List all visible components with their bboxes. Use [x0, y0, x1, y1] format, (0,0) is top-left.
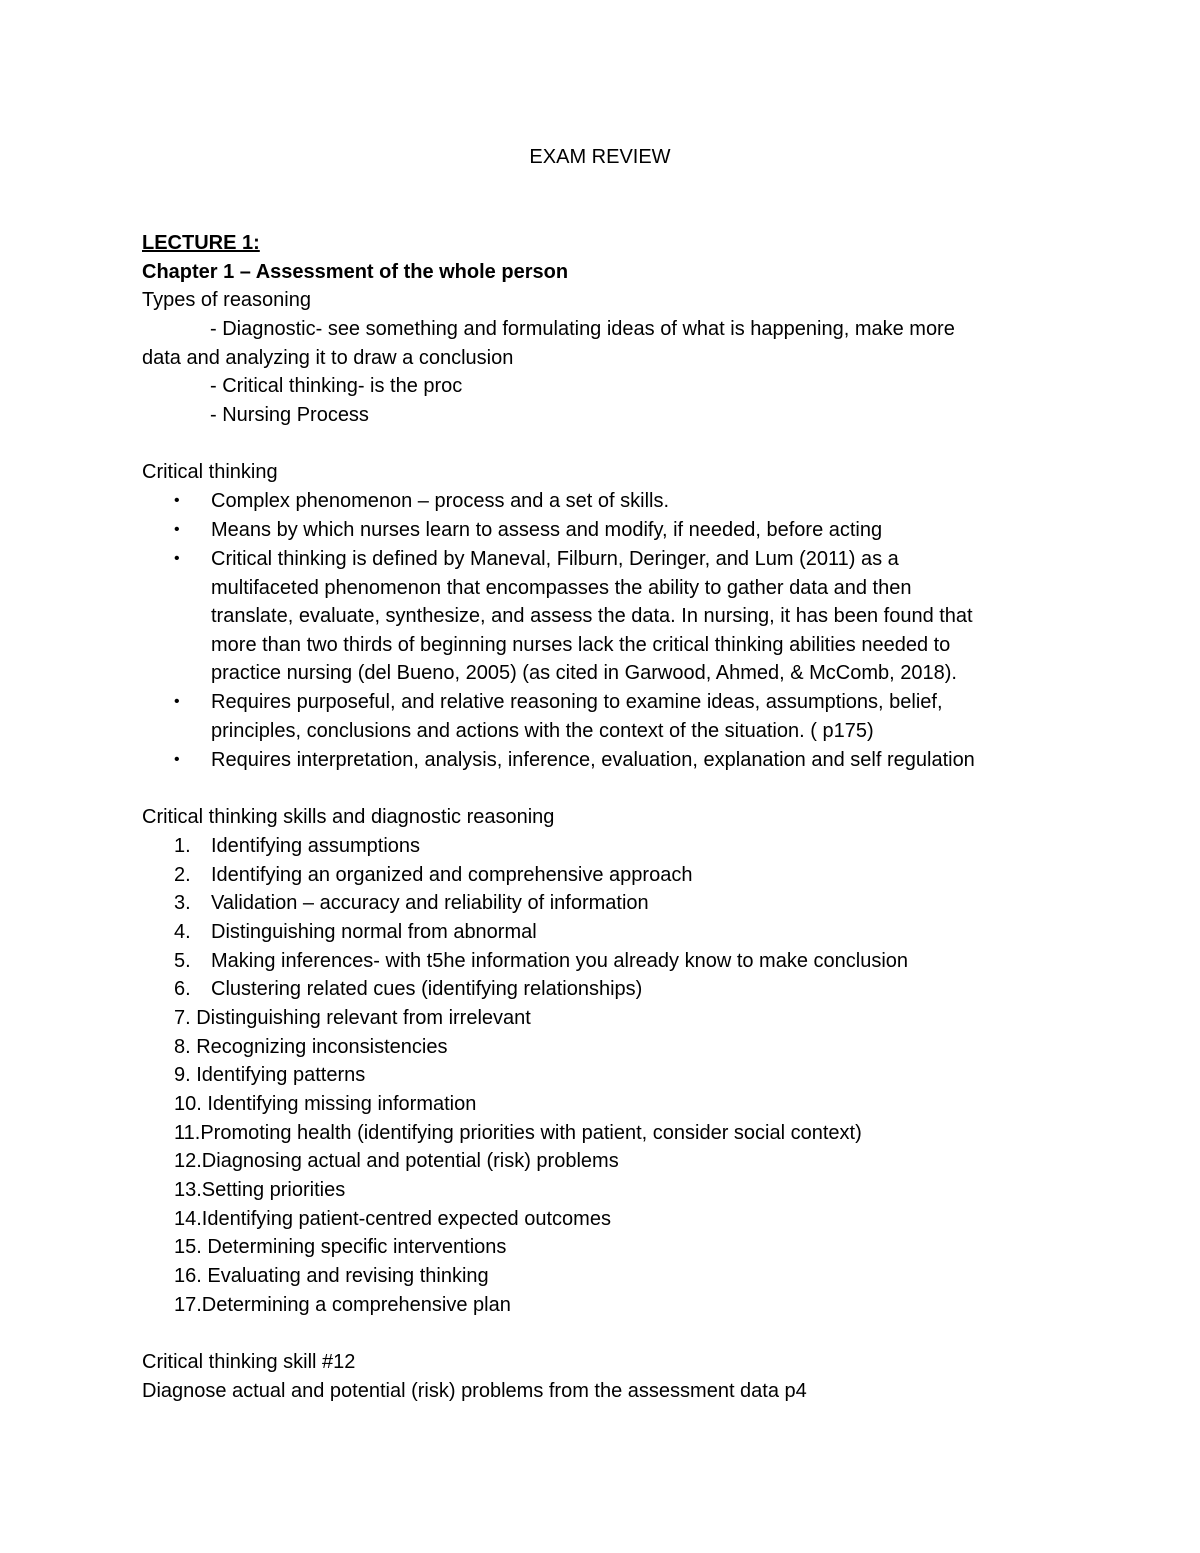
list-number: 1.	[174, 835, 191, 857]
bullet-marker: •	[174, 751, 180, 768]
skill12-text: Diagnose actual and potential (risk) problems from the assessment data p4	[142, 1380, 807, 1402]
bullet-marker: •	[174, 521, 180, 538]
types-item-diagnostic: - Diagnostic- see something and formulating ideas of what is happening, make more	[210, 318, 955, 340]
types-item-nursing: - Nursing Process	[210, 404, 369, 426]
bullet-item: Requires interpretation, analysis, inference, evaluation, explanation and self regulation	[211, 749, 975, 771]
bullet-marker: •	[174, 550, 180, 567]
types-item-critical: - Critical thinking- is the proc	[210, 375, 463, 397]
list-item: 17.Determining a comprehensive plan	[174, 1294, 511, 1316]
bullet-item-cont: principles, conclusions and actions with the context of the situation. ( p175)	[211, 720, 874, 742]
page-title: EXAM REVIEW	[529, 146, 671, 168]
skill12-heading: Critical thinking skill #12	[142, 1351, 356, 1373]
list-item: 13.Setting priorities	[174, 1179, 346, 1201]
list-item: Validation – accuracy and reliability of information	[211, 892, 649, 914]
list-item: Distinguishing normal from abnormal	[211, 921, 537, 943]
critical-heading: Critical thinking	[142, 461, 278, 483]
list-item: Identifying assumptions	[211, 835, 421, 857]
list-item: 12.Diagnosing actual and potential (risk) problems	[174, 1150, 619, 1172]
list-item: 10. Identifying missing information	[174, 1093, 477, 1115]
list-number: 2.	[174, 864, 191, 886]
bullet-item: Requires purposeful, and relative reasoning to examine ideas, assumptions, belief,	[211, 691, 943, 713]
bullet-item-cont: multifaceted phenomenon that encompasses the ability to gather data and then	[211, 577, 912, 599]
list-item: 15. Determining specific interventions	[174, 1236, 507, 1258]
list-item: Identifying an organized and comprehensive approach	[211, 864, 693, 886]
chapter-heading: Chapter 1 – Assessment of the whole person	[142, 261, 569, 283]
list-item: 11.Promoting health (identifying priorities with patient, consider social context)	[174, 1122, 862, 1144]
lecture-heading: LECTURE 1:	[142, 232, 260, 254]
list-item: 16. Evaluating and revising thinking	[174, 1265, 489, 1287]
bullet-item: Means by which nurses learn to assess and modify, if needed, before acting	[211, 519, 883, 541]
list-item: Clustering related cues (identifying relationships)	[211, 978, 643, 1000]
list-number: 5.	[174, 950, 191, 972]
list-item: 8. Recognizing inconsistencies	[174, 1036, 448, 1058]
list-item: 7. Distinguishing relevant from irrelevant	[174, 1007, 531, 1029]
list-number: 4.	[174, 921, 191, 943]
bullet-item-cont: more than two thirds of beginning nurses lack the critical thinking abilities needed to	[211, 634, 951, 656]
list-item: 9. Identifying patterns	[174, 1064, 366, 1086]
list-number: 3.	[174, 892, 191, 914]
bullet-marker: •	[174, 492, 180, 509]
list-item: 14.Identifying patient-centred expected outcomes	[174, 1208, 611, 1230]
skills-heading: Critical thinking skills and diagnostic reasoning	[142, 806, 555, 828]
types-heading: Types of reasoning	[142, 289, 311, 311]
list-item: Making inferences- with t5he information you already know to make conclusion	[211, 950, 909, 972]
types-item-diagnostic-cont: data and analyzing it to draw a conclusion	[142, 347, 514, 369]
bullet-item: Complex phenomenon – process and a set of skills.	[211, 490, 670, 512]
bullet-item: Critical thinking is defined by Maneval, Filburn, Deringer, and Lum (2011) as a	[211, 548, 899, 570]
bullet-item-cont: practice nursing (del Bueno, 2005) (as cited in Garwood, Ahmed, & McComb, 2018).	[211, 662, 957, 684]
list-number: 6.	[174, 978, 191, 1000]
bullet-marker: •	[174, 693, 180, 710]
bullet-item-cont: translate, evaluate, synthesize, and assess the data. In nursing, it has been found that	[211, 605, 973, 627]
